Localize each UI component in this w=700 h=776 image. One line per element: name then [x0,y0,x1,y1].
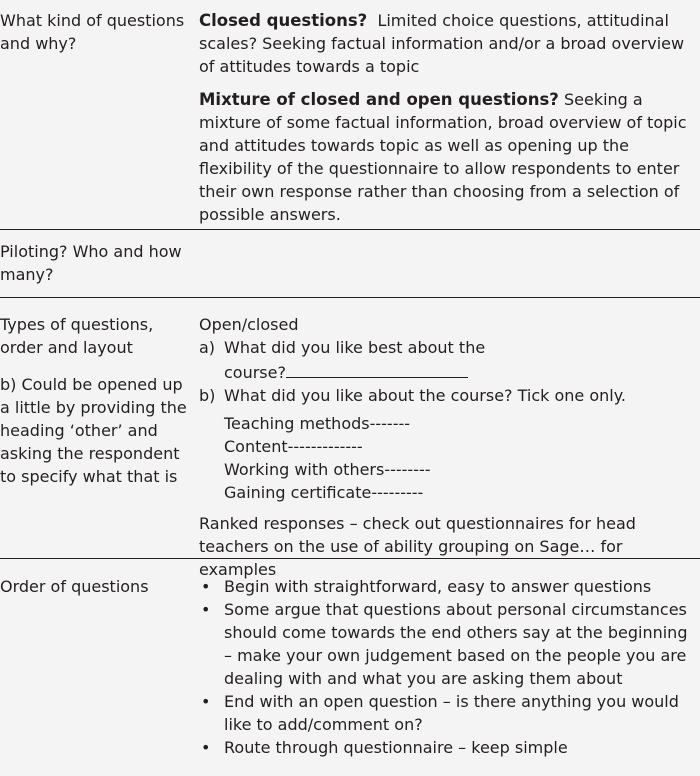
bullet-icon: • [201,692,211,711]
closed-questions-paragraph [199,9,700,78]
bullet-icon: • [201,738,211,757]
label-question-kind: What kind of questions and why? [0,11,185,53]
divider [0,297,700,298]
bullet-icon: • [201,600,211,619]
example-question-a [199,336,700,384]
list-item [199,690,700,736]
bullet-text: Route through questionnaire – keep simple [224,738,568,757]
tick-option: Teaching methods------- [224,414,411,433]
tick-option: Working with others-------- [224,460,431,479]
tick-option: Gaining certificate--------- [224,483,424,502]
closed-questions-text: Limited choice questions, attitudinal scales? Seeking factual information and/or a broad overview of attitudes towards a topic [199,11,685,76]
tick-option: Content------------- [224,437,363,456]
label-question-types: Types of questions, order and layout [0,315,154,357]
row-label [0,313,190,488]
row-label [0,240,190,286]
bullet-text: Some argue that questions about personal circumstances should come towards the end others say at the beginning – make your own judgement based on the people you are dealing with and what you are asking them about [224,600,688,688]
example-question-b [199,384,700,407]
question-a-line2 [224,359,700,384]
open-closed-intro: Open/closed [199,315,299,334]
row-content [199,9,700,226]
label-piloting: Piloting? Who and how many? [0,242,182,284]
list-item [199,598,700,690]
row-content [199,575,700,759]
question-a-line1: What did you like best about the [224,338,486,357]
bullet-icon: • [201,577,211,596]
list-item [199,736,700,759]
mixture-paragraph [199,88,700,226]
list-marker-a: a) [199,338,216,357]
list-marker-b: b) [199,386,216,405]
row-content [199,313,700,581]
question-b-text: What did you like about the course? Tick one only. [224,386,627,405]
open-up-note: b) Could be opened up a little by providing the heading ‘other’ and asking the respondent to specify what that is [0,375,187,486]
divider [0,229,700,230]
row-label [0,9,190,55]
divider [0,558,700,559]
question-a-course: course? [224,363,286,382]
tick-options [199,412,700,504]
list-item [199,575,700,598]
ranked-responses-text: Ranked responses – check out questionnaires for head teachers on the use of ability grouping on Sage… for examples [199,514,636,579]
bullet-text: Begin with straightforward, easy to answer questions [224,577,652,596]
label-question-order: Order of questions [0,577,149,596]
row-label [0,575,190,598]
bullet-text: End with an open question – is there anything you would like to add/comment on? [224,692,679,734]
mixture-text: Seeking a mixture of some factual information, broad overview of topic and attitudes towards topic as well as opening up the flexibility of the questionnaire to allow respondents to enter their own response rather than choosing from a selection of possible answers. [199,90,687,224]
answer-blank-line [286,359,468,378]
mixture-heading: Mixture of closed and open questions? [199,90,559,109]
closed-questions-heading: Closed questions? [199,11,368,30]
